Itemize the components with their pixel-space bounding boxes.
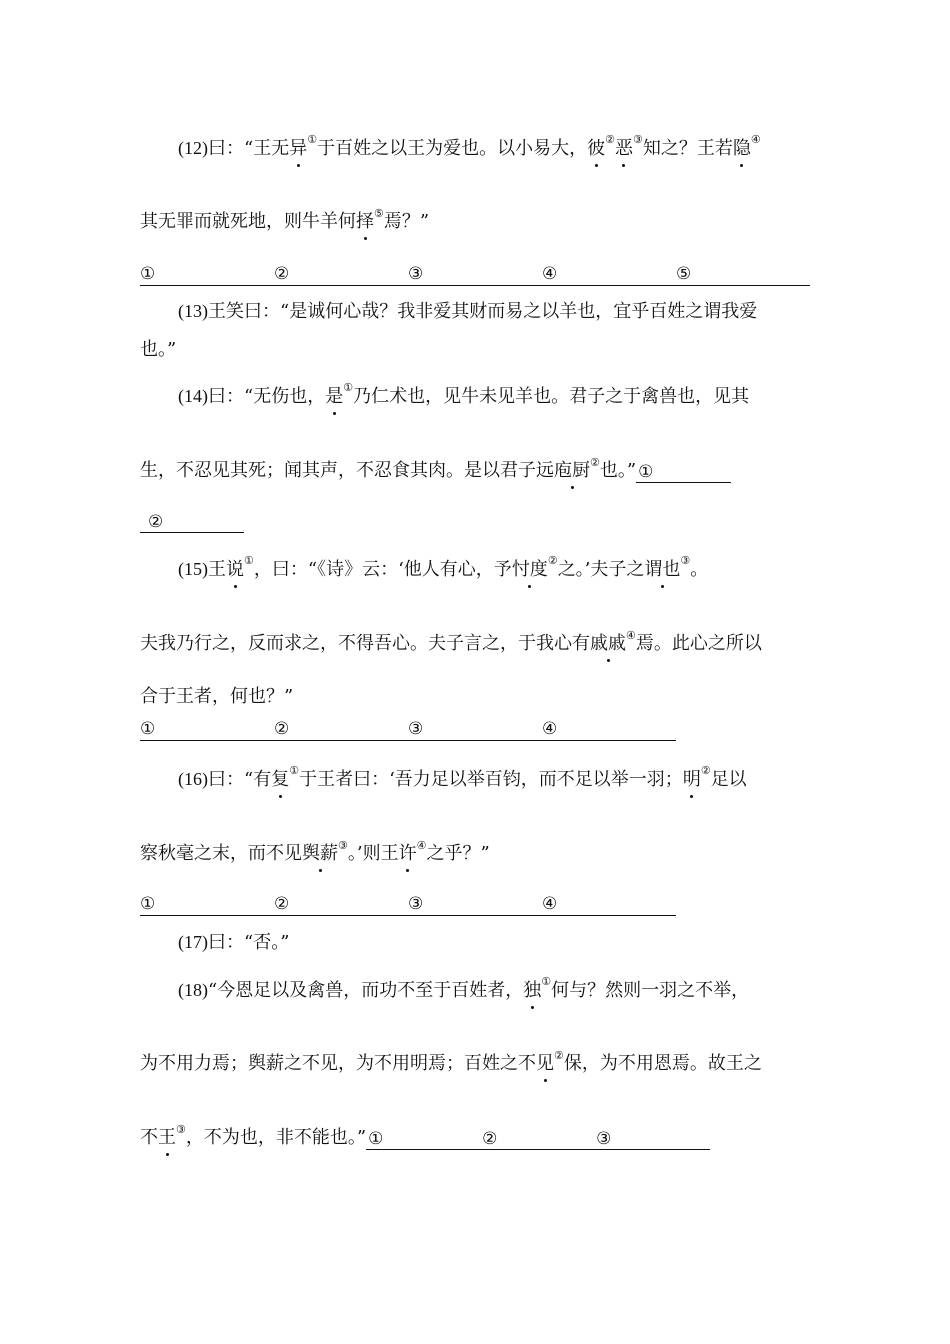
text: 其无罪而就死地，则牛羊何: [140, 211, 356, 232]
blank-marker: ①: [140, 264, 156, 284]
text: 王: [208, 559, 226, 580]
text: 夫我乃行之，反而求之，不得吾心。夫子言之，于我心有: [140, 633, 590, 654]
text: ，曰：“《诗》云：‘他人有心，予: [253, 559, 512, 580]
text: ，不为也，非不能也。”: [185, 1127, 367, 1148]
passage-14-line-3: [140, 509, 244, 533]
answer-blank-18[interactable]: [366, 1129, 710, 1150]
annotated-word: 舆薪: [302, 843, 338, 864]
annotated-word: 见: [536, 1053, 554, 1074]
annotated-word: 王: [158, 1127, 176, 1148]
blank-marker: ②: [482, 1129, 498, 1149]
text: 于百姓之以王为爱也。以小易大，: [317, 138, 588, 159]
marker: ④: [416, 839, 427, 852]
passage-18-line-1: [178, 975, 750, 1003]
text: 于王者曰：‘吾力足以举百钧，而不足以举一羽；: [299, 769, 683, 790]
answer-blank-14-2[interactable]: [140, 512, 244, 533]
blank-marker: ②: [148, 512, 164, 532]
passage-16-line-1: [178, 764, 747, 792]
answer-blank-16[interactable]: [140, 893, 676, 916]
blank-marker: ③: [408, 264, 424, 284]
text: 。’则王: [347, 843, 399, 864]
passage-number: (14): [178, 386, 208, 406]
blank-marker: ②: [274, 719, 290, 739]
passage-14-line-2: [140, 456, 731, 483]
blank-marker: ①: [638, 462, 654, 482]
blank-marker: ①: [140, 894, 156, 914]
blank-marker: ④: [542, 894, 558, 914]
passage-number: (18): [178, 980, 208, 1000]
text: 生，不忍见其死；闻其声，不忍食其肉。是以君子远: [140, 460, 554, 481]
marker: ①: [541, 975, 552, 988]
text: 足以: [710, 769, 747, 790]
text: 也。”: [599, 460, 637, 481]
passage-number: (13): [178, 301, 208, 321]
annotated-word: 异: [289, 138, 308, 159]
text: 王笑曰：“是诚何心哉？我非爱其财而易之以羊也，宜乎百姓之谓我爱: [208, 301, 758, 322]
annotated-word: 戚戚: [590, 633, 626, 654]
text: 何与？然则一羽之不举，: [551, 980, 750, 1001]
passage-number: (12): [178, 138, 208, 158]
marker: ②: [590, 456, 600, 469]
passage-number: (15): [178, 559, 208, 579]
annotated-word: 庖厨: [554, 460, 590, 481]
marker: ①: [244, 554, 254, 567]
text: 之。’夫子之: [557, 559, 645, 580]
text: 之乎？”: [426, 843, 490, 864]
text: 曰：“王无: [208, 138, 290, 159]
marker: ①: [343, 381, 354, 394]
passage-18-line-3: [140, 1123, 710, 1150]
answer-blank-12[interactable]: [140, 263, 810, 286]
blank-marker: ③: [596, 1129, 612, 1149]
blank-marker: ②: [274, 264, 290, 284]
passage-13-line-1: [178, 299, 757, 324]
text: 曰：“否。”: [208, 932, 290, 953]
annotated-word: 择: [356, 211, 374, 232]
marker: ⑤: [374, 207, 384, 220]
text: 焉？”: [383, 211, 430, 232]
passage-number: (16): [178, 769, 208, 789]
marker: ③: [680, 554, 691, 567]
marker: ③: [176, 1123, 186, 1136]
marker: ①: [307, 133, 318, 146]
marker: ②: [547, 554, 558, 567]
annotated-word: 复: [271, 769, 290, 790]
text: 。: [690, 559, 709, 580]
annotated-word: 忖度: [511, 559, 548, 580]
marker: ③: [632, 133, 643, 146]
annotated-word: 独: [523, 980, 542, 1001]
annotated-word: 恶: [614, 138, 633, 159]
passage-12-line-1: [178, 133, 761, 161]
marker: ②: [554, 1049, 564, 1062]
annotated-word: 许: [398, 843, 417, 864]
annotated-word: 隐: [732, 138, 751, 159]
marker: ②: [700, 764, 711, 777]
annotated-word: 说: [226, 559, 244, 580]
text: 曰：“无伤也，: [208, 386, 326, 407]
marker: ②: [605, 133, 615, 146]
text: 不: [140, 1127, 158, 1148]
text: 乃仁术也，见牛未见羊也。君子之于禽兽也，见其: [353, 386, 750, 407]
marker: ③: [338, 839, 348, 852]
marker: ④: [750, 133, 761, 146]
blank-marker: ①: [140, 719, 156, 739]
blank-marker: ⑤: [676, 264, 692, 284]
passage-15-line-3: [140, 685, 293, 709]
passage-number: (17): [178, 932, 208, 952]
text: 知之？王若: [642, 138, 733, 159]
annotated-word: 是: [325, 386, 344, 407]
passage-12-line-2: [140, 207, 430, 234]
blank-marker: ②: [274, 894, 290, 914]
answer-blank-14-1[interactable]: [636, 462, 731, 483]
blank-marker: ①: [368, 1129, 384, 1149]
passage-15-line-2: [140, 629, 762, 656]
blank-marker: ③: [408, 894, 424, 914]
blank-marker: ③: [408, 719, 424, 739]
text: 合于王者，何也？”: [140, 686, 294, 707]
text: 保，为不用恩焉。故王之: [563, 1053, 762, 1074]
blank-marker: ④: [542, 264, 558, 284]
passage-14-line-1: [178, 381, 750, 409]
text: 也。”: [140, 339, 177, 360]
annotated-word: 彼: [587, 138, 606, 159]
text: 曰：“有: [208, 769, 272, 790]
marker: ①: [289, 764, 300, 777]
annotated-word: 谓也: [644, 559, 681, 580]
text: 为不用力焉；舆薪之不见，为不用明焉；百姓之不: [140, 1053, 536, 1074]
annotated-word: 明: [682, 769, 701, 790]
text: “今恩足以及禽兽，而功不至于百姓者，: [208, 980, 524, 1001]
text: 焉。此心之所以: [635, 633, 762, 654]
text: 察秋毫之末，而不见: [140, 843, 302, 864]
blank-marker: ④: [542, 719, 558, 739]
passage-16-line-2: [140, 839, 490, 866]
marker: ④: [626, 629, 636, 642]
passage-15-line-1: [178, 554, 709, 582]
answer-blank-15[interactable]: [140, 718, 676, 741]
passage-18-line-2: [140, 1049, 762, 1076]
passage-13-line-2: [140, 338, 176, 362]
passage-17-line-1: [178, 930, 289, 955]
